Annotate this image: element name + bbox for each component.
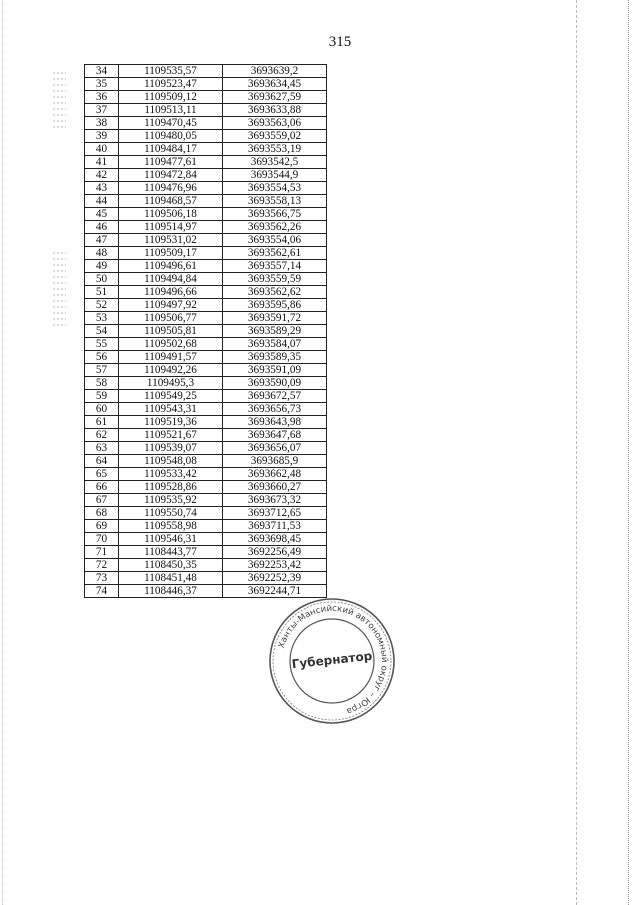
point-number-cell: 72 [85,559,119,572]
y-coordinate-cell: 3693562,26 [223,221,327,234]
point-number-cell: 35 [85,78,119,91]
y-coordinate-cell: 3693591,09 [223,364,327,377]
page-number: 315 [328,34,352,50]
y-coordinate-cell: 3693590,09 [223,377,327,390]
table-row [85,156,327,169]
point-number-cell: 54 [85,325,119,338]
y-coordinate-cell: 3693643,98 [223,416,327,429]
point-number-cell: 36 [85,91,119,104]
table-row [85,91,327,104]
table-row [85,468,327,481]
table-row [85,78,327,91]
point-number-cell: 58 [85,377,119,390]
y-coordinate-cell: 3693712,65 [223,507,327,520]
x-coordinate-cell: 1109468,57 [119,195,223,208]
x-coordinate-cell: 1109548,08 [119,455,223,468]
y-coordinate-cell: 3693559,02 [223,130,327,143]
point-number-cell: 62 [85,429,119,442]
y-coordinate-cell: 3693711,53 [223,520,327,533]
x-coordinate-cell: 1109514,97 [119,221,223,234]
y-coordinate-cell: 3693672,57 [223,390,327,403]
table-row [85,312,327,325]
x-coordinate-cell: 1109506,77 [119,312,223,325]
point-number-cell: 53 [85,312,119,325]
y-coordinate-cell: 3693662,48 [223,468,327,481]
x-coordinate-cell: 1109531,02 [119,234,223,247]
x-coordinate-cell: 1109502,68 [119,338,223,351]
x-coordinate-cell: 1108443,77 [119,546,223,559]
point-number-cell: 51 [85,286,119,299]
y-coordinate-cell: 3693647,68 [223,429,327,442]
point-number-cell: 48 [85,247,119,260]
point-number-cell: 65 [85,468,119,481]
point-number-cell: 39 [85,130,119,143]
y-coordinate-cell: 3693656,07 [223,442,327,455]
point-number-cell: 71 [85,546,119,559]
table-row [85,559,327,572]
y-coordinate-cell: 3693544,9 [223,169,327,182]
table-row [85,299,327,312]
y-coordinate-cell: 3692252,39 [223,572,327,585]
x-coordinate-cell: 1109496,66 [119,286,223,299]
table-row [85,169,327,182]
table-row [85,247,327,260]
point-number-cell: 64 [85,455,119,468]
point-number-cell: 49 [85,260,119,273]
y-coordinate-cell: 3692244,71 [223,585,327,598]
point-number-cell: 40 [85,143,119,156]
table-row [85,481,327,494]
x-coordinate-cell: 1109491,57 [119,351,223,364]
table-row [85,143,327,156]
y-coordinate-cell: 3692253,42 [223,559,327,572]
y-coordinate-cell: 3693559,59 [223,273,327,286]
x-coordinate-cell: 1109523,47 [119,78,223,91]
x-coordinate-cell: 1108446,37 [119,585,223,598]
coordinates-table [84,64,327,598]
table-row [85,338,327,351]
scan-edge-right-inner [576,0,578,905]
y-coordinate-cell: 3693660,27 [223,481,327,494]
seal-ring-text: Ханты-Мансийский автономный округ – Югра [276,603,390,716]
y-coordinate-cell: 3693639,2 [223,65,327,78]
table-row [85,520,327,533]
coordinates-table-body [85,65,327,598]
x-coordinate-cell: 1109535,92 [119,494,223,507]
point-number-cell: 38 [85,117,119,130]
point-number-cell: 43 [85,182,119,195]
margin-punch-dots [52,250,66,330]
point-number-cell: 37 [85,104,119,117]
y-coordinate-cell: 3693562,62 [223,286,327,299]
x-coordinate-cell: 1109535,57 [119,65,223,78]
point-number-cell: 45 [85,208,119,221]
table-row [85,130,327,143]
point-number-cell: 60 [85,403,119,416]
table-row [85,221,327,234]
scan-edge-right-outer [628,0,630,905]
table-row [85,455,327,468]
y-coordinate-cell: 3693558,13 [223,195,327,208]
x-coordinate-cell: 1109477,61 [119,156,223,169]
table-row [85,260,327,273]
point-number-cell: 63 [85,442,119,455]
table-row [85,533,327,546]
x-coordinate-cell: 1109550,74 [119,507,223,520]
table-row [85,494,327,507]
x-coordinate-cell: 1109539,07 [119,442,223,455]
table-row [85,416,327,429]
point-number-cell: 41 [85,156,119,169]
x-coordinate-cell: 1109519,36 [119,416,223,429]
seal-center-text: Губернатор [291,648,373,672]
point-number-cell: 44 [85,195,119,208]
y-coordinate-cell: 3692256,49 [223,546,327,559]
x-coordinate-cell: 1109495,3 [119,377,223,390]
x-coordinate-cell: 1109528,86 [119,481,223,494]
point-number-cell: 52 [85,299,119,312]
point-number-cell: 59 [85,390,119,403]
point-number-cell: 70 [85,533,119,546]
point-number-cell: 55 [85,338,119,351]
y-coordinate-cell: 3693634,45 [223,78,327,91]
x-coordinate-cell: 1109492,26 [119,364,223,377]
table-row [85,442,327,455]
y-coordinate-cell: 3693591,72 [223,312,327,325]
x-coordinate-cell: 1109509,12 [119,91,223,104]
point-number-cell: 46 [85,221,119,234]
point-number-cell: 61 [85,416,119,429]
point-number-cell: 47 [85,234,119,247]
y-coordinate-cell: 3693633,88 [223,104,327,117]
x-coordinate-cell: 1109558,98 [119,520,223,533]
x-coordinate-cell: 1109521,67 [119,429,223,442]
y-coordinate-cell: 3693589,35 [223,351,327,364]
x-coordinate-cell: 1108451,48 [119,572,223,585]
x-coordinate-cell: 1109506,18 [119,208,223,221]
scan-edge-left [2,0,4,905]
table-row [85,390,327,403]
y-coordinate-cell: 3693562,61 [223,247,327,260]
table-row [85,403,327,416]
point-number-cell: 34 [85,65,119,78]
y-coordinate-cell: 3693554,53 [223,182,327,195]
x-coordinate-cell: 1109480,05 [119,130,223,143]
y-coordinate-cell: 3693554,06 [223,234,327,247]
table-row [85,325,327,338]
y-coordinate-cell: 3693656,73 [223,403,327,416]
x-coordinate-cell: 1109476,96 [119,182,223,195]
table-row [85,364,327,377]
table-row [85,273,327,286]
table-row [85,286,327,299]
governor-seal-stamp [268,597,396,725]
x-coordinate-cell: 1109546,31 [119,533,223,546]
x-coordinate-cell: 1109494,84 [119,273,223,286]
margin-punch-dots [52,70,66,130]
y-coordinate-cell: 3693673,32 [223,494,327,507]
y-coordinate-cell: 3693627,59 [223,91,327,104]
point-number-cell: 69 [85,520,119,533]
table-row [85,104,327,117]
point-number-cell: 66 [85,481,119,494]
table-row [85,377,327,390]
table-row [85,234,327,247]
x-coordinate-cell: 1109484,17 [119,143,223,156]
y-coordinate-cell: 3693589,29 [223,325,327,338]
x-coordinate-cell: 1109513,11 [119,104,223,117]
point-number-cell: 68 [85,507,119,520]
y-coordinate-cell: 3693542,5 [223,156,327,169]
table-row [85,507,327,520]
table-row [85,208,327,221]
point-number-cell: 74 [85,585,119,598]
x-coordinate-cell: 1109505,81 [119,325,223,338]
y-coordinate-cell: 3693566,75 [223,208,327,221]
point-number-cell: 73 [85,572,119,585]
table-row [85,351,327,364]
point-number-cell: 57 [85,364,119,377]
x-coordinate-cell: 1108450,35 [119,559,223,572]
y-coordinate-cell: 3693685,9 [223,455,327,468]
table-row [85,585,327,598]
y-coordinate-cell: 3693698,45 [223,533,327,546]
x-coordinate-cell: 1109496,61 [119,260,223,273]
x-coordinate-cell: 1109543,31 [119,403,223,416]
table-row [85,117,327,130]
table-row [85,429,327,442]
x-coordinate-cell: 1109549,25 [119,390,223,403]
x-coordinate-cell: 1109497,92 [119,299,223,312]
x-coordinate-cell: 1109470,45 [119,117,223,130]
table-row [85,65,327,78]
point-number-cell: 50 [85,273,119,286]
x-coordinate-cell: 1109509,17 [119,247,223,260]
point-number-cell: 56 [85,351,119,364]
table-row [85,182,327,195]
x-coordinate-cell: 1109472,84 [119,169,223,182]
y-coordinate-cell: 3693557,14 [223,260,327,273]
point-number-cell: 42 [85,169,119,182]
y-coordinate-cell: 3693595,86 [223,299,327,312]
y-coordinate-cell: 3693553,19 [223,143,327,156]
x-coordinate-cell: 1109533,42 [119,468,223,481]
point-number-cell: 67 [85,494,119,507]
y-coordinate-cell: 3693584,07 [223,338,327,351]
table-row [85,546,327,559]
table-row [85,195,327,208]
y-coordinate-cell: 3693563,06 [223,117,327,130]
table-row [85,572,327,585]
